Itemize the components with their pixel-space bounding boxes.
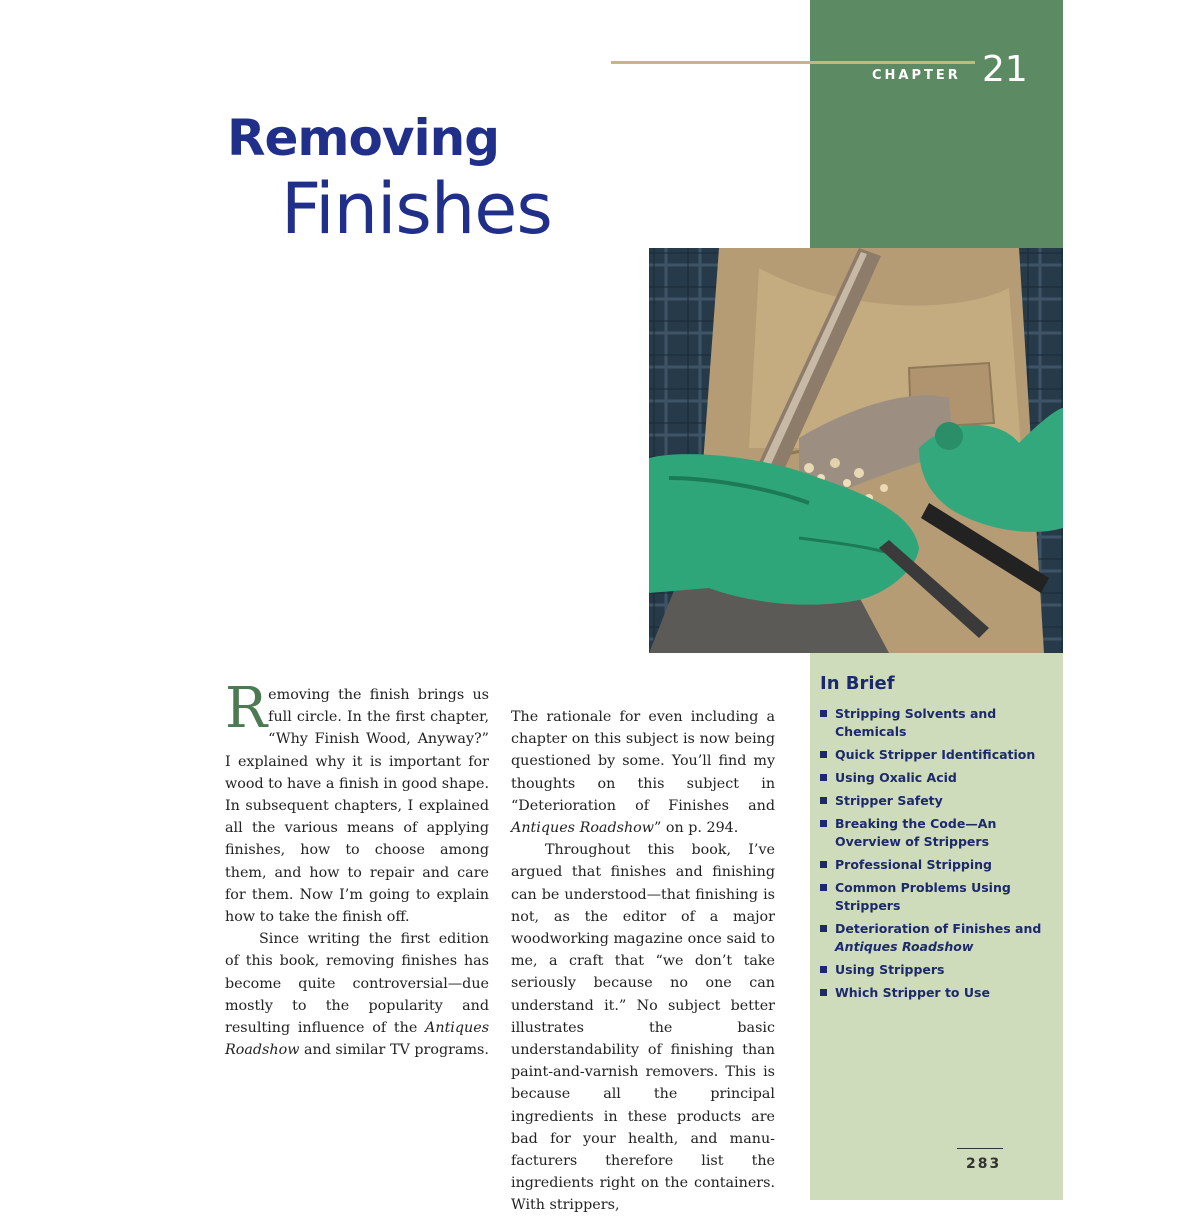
square-bullet-icon [820,820,827,827]
list-item: Which Stripper to Use [820,984,1055,1002]
chapter-band [810,0,1063,248]
page-number: 283 [966,1156,1002,1172]
chapter-rule [611,61,975,64]
square-bullet-icon [820,774,827,781]
list-item: Breaking the Code—An Overview of Strippers [820,815,1055,851]
in-brief-heading: In Brief [820,673,895,694]
square-bullet-icon [820,710,827,717]
chapter-title-line2: Finishes [281,168,552,250]
body-column-2 [511,706,775,1217]
list-item: Using Oxalic Acid [820,769,1055,787]
square-bullet-icon [820,925,827,932]
body-paragraph-1: Removing the finish brings us full circle. In the first chapter, “Why Finish Wood, Anyway?” I explained why it is important for wood to have a finish in good shape. In subsequent chapters, I explained all the various means of applying finishes, how to choose among them, and how to repair and care for them. Now I’m going to explain how to take the finish off. [225,676,489,926]
square-bullet-icon [820,861,827,868]
folio-rule [957,1148,1003,1149]
chapter-title-line1: Removing [227,109,499,167]
in-brief-list [820,705,1055,1007]
list-item: Professional Stripping [820,856,1055,874]
body-paragraph-2-continued: The rationale for even including a chapter on this subject is now being questioned by some. You’ll find my thoughts on this subject in “Deterioration of Finishes and Antiques Roadshow” on p. 294. [511,709,776,837]
square-bullet-icon [820,751,827,758]
square-bullet-icon [820,989,827,996]
square-bullet-icon [820,884,827,891]
square-bullet-icon [820,797,827,804]
chapter-photo [649,248,1063,653]
list-item: Stripper Safety [820,792,1055,810]
list-item: Quick Stripper Identification [820,746,1055,764]
list-item: Common Problems Using Strippers [820,879,1055,915]
body-paragraph-3: Throughout this book, I’ve argued that finishes and finishing can be understood—that finishing is not, as the editor of a major woodworking magazine once said to me, a craft that “we don’t take seriously because no one can understand it.” No subject better illustrates the basic understandability of finishing than paint-and-varnish removers. This is because all the principal ingredients in these products are bad for your health, and manufacturers therefore list the ingredients right on the containers. With strippers, [511,842,775,1214]
chapter-label: CHAPTER [872,68,961,83]
square-bullet-icon [820,966,827,973]
list-item: Using Strippers [820,961,1055,979]
chapter-number: 21 [982,49,1028,90]
list-item: Stripping Solvents and Chemicals [820,705,1055,741]
list-item: Deterioration of Finishes and Antiques Roadshow [820,920,1055,956]
drop-cap: R [225,676,268,741]
in-brief-sidebar [810,653,1063,1200]
body-column-1 [225,676,490,1061]
body-paragraph-2: Since writing the first edition of this book, removing finishes has become quite controversial—due mostly to the popularity and resulting influence of the Antiques Roadshow and similar TV programs. [225,931,490,1059]
